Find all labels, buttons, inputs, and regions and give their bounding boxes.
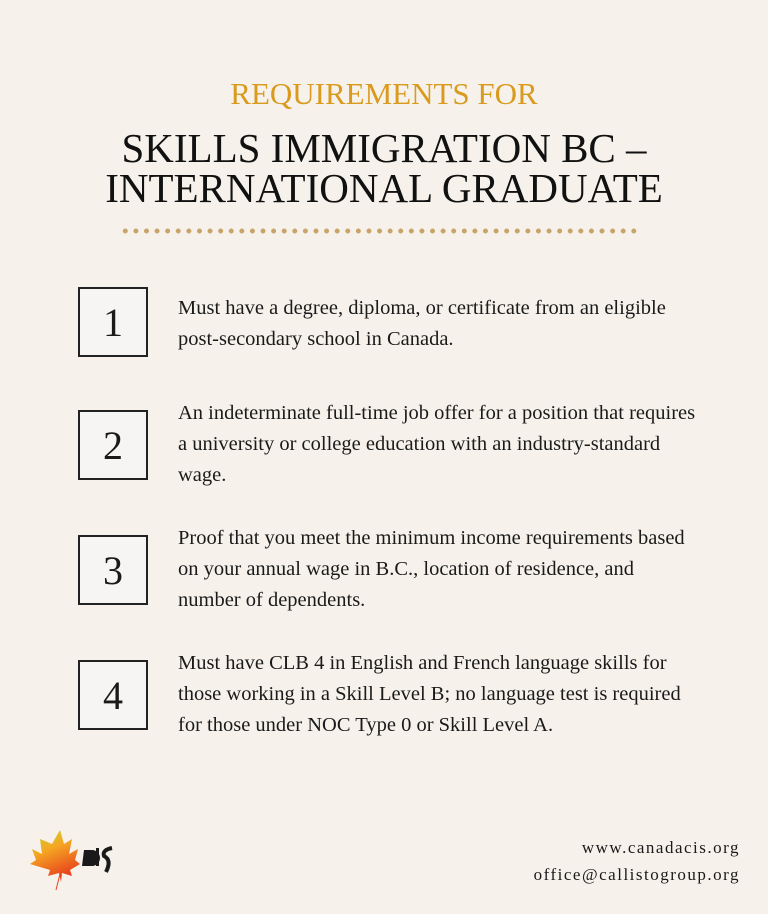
email-link[interactable]: office@callistogroup.org	[533, 865, 740, 884]
requirement-text: Must have CLB 4 in English and French language skills for those working in a Skill Level B; no language test is required for those under NOC Type 0 or Skill Level A.	[178, 652, 681, 736]
contact-info	[534, 834, 740, 888]
requirement-text: Must have a degree, diploma, or certificate from an eligible post-secondary school in Canada.	[178, 297, 666, 350]
requirement-text: An indeterminate full-time job offer for a position that requires a university or college education with an industry-standard wage.	[178, 402, 696, 486]
cis-maple-leaf-logo	[28, 830, 118, 892]
page-title	[0, 125, 768, 211]
dotted-divider	[120, 227, 640, 235]
title-line-2: INTERNATIONAL GRADUATE	[105, 165, 663, 211]
website-link[interactable]: www.canadacis.org	[581, 838, 740, 857]
number-box: 3	[78, 535, 148, 605]
number-box: 1	[78, 287, 148, 357]
number-box: 2	[78, 410, 148, 480]
requirement-text: Proof that you meet the minimum income requirements based on your annual wage in B.C., location of residence, and number of dependents.	[178, 527, 685, 611]
number-box: 4	[78, 660, 148, 730]
title-line-1: SKILLS IMMIGRATION BC –	[121, 125, 647, 171]
subtitle: REQUIREMENTS FOR	[230, 76, 538, 111]
